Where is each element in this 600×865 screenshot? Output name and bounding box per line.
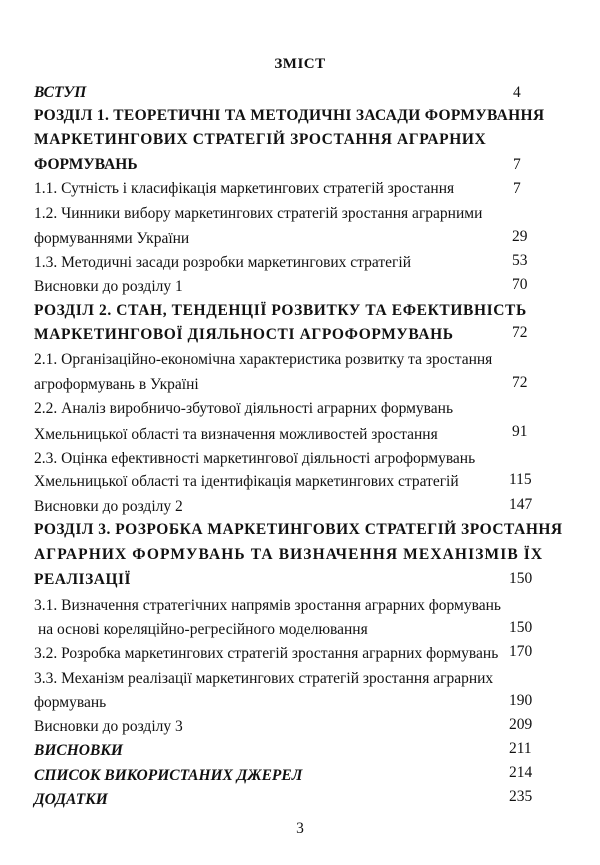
toc-entry-chapter3-line3: РЕАЛІЗАЦІЇ [34,571,132,588]
toc-entry-chapter2-line1: РОЗДІЛ 2. СТАН, ТЕНДЕНЦІЇ РОЗВИТКУ ТА ЕФЕКТИВНІСТЬ [34,302,527,319]
toc-entry-conclusions-2: Висновки до розділу 2 [34,498,183,515]
toc-entry-chapter1-line1: РОЗДІЛ 1. ТЕОРЕТИЧНІ ТА МЕТОДИЧНІ ЗАСАДИ ФОРМУВАННЯ [34,107,545,124]
toc-page-chapter3: 150 [509,570,533,587]
toc-entry-1-2-line1: 1.2. Чинники вибору маркетингових стратегій зростання аграрними [34,205,483,222]
toc-page-1-1: 7 [513,180,521,197]
toc-entry-1-1: 1.1. Сутність і класифікація маркетингових стратегій зростання [34,180,455,197]
toc-page-conclusions: 211 [509,740,532,757]
toc-entry-2-1-line1: 2.1. Організаційно-економічна характеристика розвитку та зростання [34,351,493,368]
toc-page-chapter1: 7 [513,156,521,173]
toc-entry-3-1-line2: на основі кореляційно-регресійного моделювання [38,621,368,638]
toc-page-conclusions-1: 70 [512,276,528,293]
toc-page-3-1: 150 [509,619,533,636]
toc-entry-chapter2-line2: МАРКЕТИНГОВОЇ ДІЯЛЬНОСТІ АГРОФОРМУВАНЬ [34,326,454,343]
toc-entry-references: СПИСОК ВИКОРИСТАНИХ ДЖЕРЕЛ [34,767,303,784]
toc-entry-chapter3-line2: АГРАРНИХ ФОРМУВАНЬ ТА ВИЗНАЧЕННЯ МЕХАНІЗМІВ ЇХ [34,546,544,563]
toc-page-references: 214 [509,764,533,781]
toc-entry-chapter1-line2: МАРКЕТИНГОВИХ СТРАТЕГІЙ ЗРОСТАННЯ АГРАРНИХ [34,131,487,148]
toc-page-appendices: 235 [509,788,533,805]
toc-page-conclusions-2: 147 [509,496,533,513]
toc-entry-1-2-line2: формуваннями України [34,230,190,247]
page-number: 3 [296,820,304,837]
toc-entry-2-1-line2: агроформувань в Україні [34,376,199,393]
toc-page-2-1: 72 [512,374,528,391]
toc-entry-2-2-line2: Хмельницької області та визначення можливостей зростання [34,426,438,443]
toc-page-2-2: 91 [512,423,528,440]
toc-page-2-3: 115 [509,471,532,488]
toc-entry-2-3-line2: Хмельницької області та ідентифікація маркетингових стратегій [34,473,459,490]
toc-entry-chapter1-line3: ФОРМУВАНЬ [34,156,138,173]
toc-entry-conclusions: ВИСНОВКИ [34,742,123,759]
toc-entry-3-2: 3.2. Розробка маркетингових стратегій зростання аграрних формувань [34,645,499,662]
toc-entry-3-3-line2: формувань [34,694,107,711]
toc-entry-intro: ВСТУП [34,84,87,101]
toc-page-conclusions-3: 209 [509,716,533,733]
toc-entry-3-3-line1: 3.3. Механізм реалізації маркетингових стратегій зростання аграрних [34,670,494,687]
toc-page-3-3: 190 [509,692,533,709]
toc-page-1-3: 53 [512,252,528,269]
page-title: ЗМІСТ [274,56,326,72]
toc-page-3-2: 170 [509,643,533,660]
toc-entry-chapter3-line1: РОЗДІЛ 3. РОЗРОБКА МАРКЕТИНГОВИХ СТРАТЕГІЙ ЗРОСТАННЯ [34,521,563,538]
toc-entry-conclusions-3: Висновки до розділу 3 [34,718,183,735]
toc-entry-3-1-line1: 3.1. Визначення стратегічних напрямів зростання аграрних формувань [34,597,501,614]
toc-entry-2-2-line1: 2.2. Аналіз виробничо-збутової діяльності аграрних формувань [34,400,454,417]
toc-entry-appendices: ДОДАТКИ [34,791,108,808]
toc-page-intro: 4 [513,84,521,101]
toc-entry-conclusions-1: Висновки до розділу 1 [34,278,183,295]
toc-entry-1-3: 1.3. Методичні засади розробки маркетингових стратегій [34,254,411,271]
toc-entry-2-3-line1: 2.3. Оцінка ефективності маркетингової діяльності агроформувань [34,450,476,467]
toc-page-1-2: 29 [512,228,528,245]
toc-page-chapter2: 72 [512,324,528,341]
